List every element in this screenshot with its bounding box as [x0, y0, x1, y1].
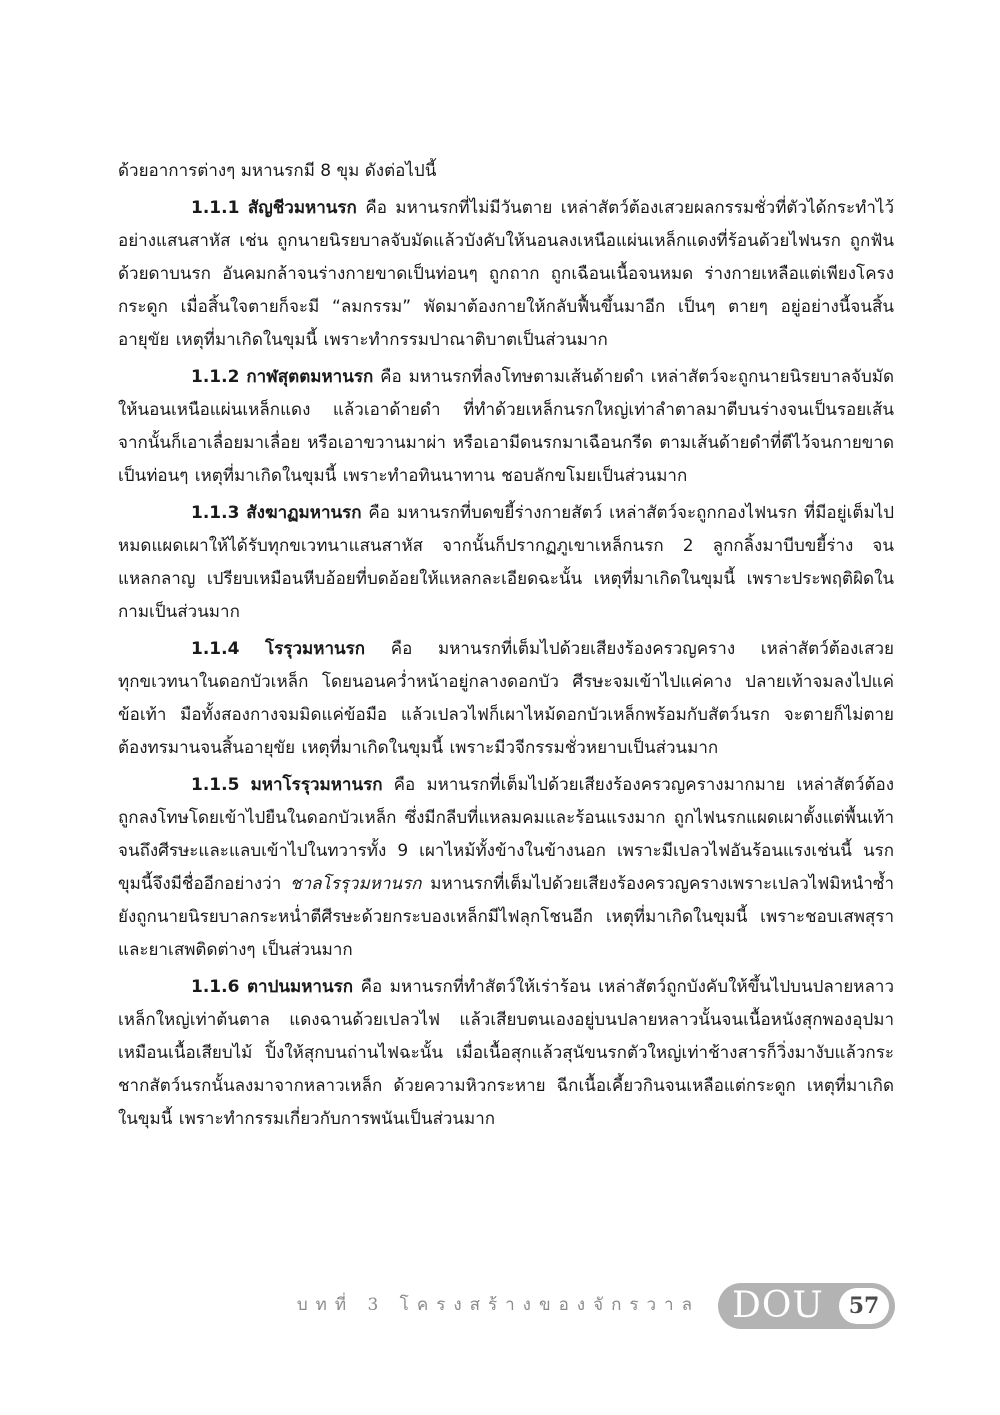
- section-text: คือ มหานรกที่ไม่มีวันตาย เหล่าสัตว์ต้องเสวยผลกรรมชั่วที่ตัวได้กระทำไว้อย่างแสนสาหัส เช่น ถูกนายนิรยบาลจับมัดแล้วบังคับให้นอนลงเหนือแผ่นเหล็กแดงที่ร้อนด้วยไฟนรก ถูกฟันด้วยดาบนรก อันคมกล้าจนร่างกายขาดเป็นท่อนๆ ถูกถาก ถูกเฉือนเนื้อจนหมด ร่างกายเหลือแต่เพียงโครงกระดูก เมื่อสิ้นใจตายก็จะมี “ลมกรรม” พัดมาต้องกายให้กลับฟื้นขึ้นมาอีก เป็นๆ ตายๆ อยู่อย่างนี้จนสิ้นอายุขัย เหตุที่มาเกิดในขุมนี้ เพราะทำกรรมปาณาติบาตเป็นส่วนมาก: [118, 198, 895, 350]
- section-paragraph: [118, 361, 894, 493]
- section-term: ตาปนมหานรก: [247, 977, 354, 997]
- page-footer: [0, 1283, 1000, 1329]
- section-term: โรรุวมหานรก: [265, 639, 366, 659]
- section-term: สังฆาฏมหานรก: [246, 503, 362, 523]
- section-text: คือ มหานรกที่บดขยี้ร่างกายสัตว์ เหล่าสัตว์จะถูกกองไฟนรก ที่มีอยู่เต็มไปหมดแผดเผาให้ได้รับทุกขเวทนาแสนสาหัส จากนั้นก็ปรากฏภูเขาเหล็กนรก 2 ลูกกลิ้งมาบีบขยี้ร่าง จนแหลกลาญ เปรียบเหมือนหีบอ้อยที่บดอ้อยให้แหลกละเอียดฉะนั้น เหตุที่มาเกิดในขุมนี้ เพราะประพฤติผิดในกามเป็นส่วนมาก: [118, 503, 895, 622]
- section-text: คือ มหานรกที่เต็มไปด้วยเสียงร้องครวญครางมากมาย เหล่าสัตว์ต้องถูกลงโทษโดยเข้าไปยืนในดอกบัวเหล็ก ซึ่งมีกลีบที่แหลมคมและร้อนแรงมาก ถูกไฟนรกแผดเผาตั้งแต่พื้นเท้าจนถึงศีรษะและแลบเข้าไปในทวารทั้ง 9 เผาไหม้ทั้งข้างในข้างนอก เพราะมีเปลวไฟอันร้อนแรงเช่นนี้ นรกขุมนี้จึงมีชื่ออีกอย่างว่า: [118, 775, 895, 894]
- section-number: 1.1.3: [191, 503, 240, 523]
- section-paragraph: [118, 192, 894, 357]
- section-paragraph: [118, 497, 894, 629]
- section-number: 1.1.5: [191, 775, 240, 795]
- body-text: [118, 155, 894, 1140]
- section-paragraph: [118, 971, 894, 1136]
- intro-paragraph: ด้วยอาการต่างๆ มหานรกมี 8 ขุม ดังต่อไปนี้: [118, 161, 437, 181]
- section-number: 1.1.6: [191, 977, 240, 997]
- section-term: สัญชีวมหานรก: [247, 198, 357, 218]
- section-term: มหาโรรุวมหานรก: [250, 775, 383, 795]
- section-text: คือ มหานรกที่เต็มไปด้วยเสียงร้องครวญคราง เหล่าสัตว์ต้องเสวยทุกขเวทนาในดอกบัวเหล็ก โดยนอนคว่ำหน้าอยู่กลางดอกบัว ศีรษะจมเข้าไปแค่คาง ปลายเท้าจมลงไปแค่ข้อเท้า มือทั้งสองกางจมมิดแค่ข้อมือ แล้วเปลวไฟก็เผาไหม้ดอกบัวเหล็กพร้อมกับสัตว์นรก จะตายก็ไม่ตาย ต้องทรมานจนสิ้นอายุขัย เหตุที่มาเกิดในขุมนี้ เพราะมีวจีกรรมชั่วหยาบเป็นส่วนมาก: [118, 639, 894, 758]
- dou-logo: DOU: [732, 1285, 824, 1326]
- section-number: 1.1.1: [191, 198, 240, 218]
- section-paragraph: [118, 633, 894, 765]
- page-badge: [718, 1283, 895, 1329]
- section-number: 1.1.4: [191, 639, 240, 659]
- section-text: คือ มหานรกที่ทำสัตว์ให้เร่าร้อน เหล่าสัตว์ถูกบังคับให้ขึ้นไปบนปลายหลาวเหล็กใหญ่เท่าต้นตาล แดงฉานด้วยเปลวไฟ แล้วเสียบตนเองอยู่บนปลายหลาวนั้นจนเนื้อหนังสุกพองอุปมาเหมือนเนื้อเสียบไม้ ปิ้งให้สุกบนถ่านไฟฉะนั้น เมื่อเนื้อสุกแล้วสุนัขนรกตัวใหญ่เท่าช้างสารก็วิ่งมางับแล้วกระชากสัตว์นรกนั้นลงมาจากหลาวเหล็ก ด้วยความหิวกระหาย ฉีกเนื้อเคี้ยวกินจนเหลือแต่กระดูก เหตุที่มาเกิดในขุมนี้ เพราะทำกรรมเกี่ยวกับการพนันเป็นส่วนมาก: [118, 977, 895, 1129]
- section-text: มหานรกที่เต็มไปด้วยเสียงร้องครวญครางเพราะเปลวไฟมิหนำซ้ำยังถูกนายนิรยบาลกระหน่ำตีศีรษะด้วยกระบองเหล็กมีไฟลุกโชนอีก เหตุที่มาเกิดในขุมนี้ เพราะชอบเสพสุราและยาเสพติดต่างๆ เป็นส่วนมาก: [118, 874, 894, 960]
- section-paragraph: [118, 769, 894, 967]
- section-text: คือ มหานรกที่ลงโทษตามเส้นด้ายดำ เหล่าสัตว์จะถูกนายนิรยบาลจับมัดให้นอนเหนือแผ่นเหล็กแดง แล้วเอาด้ายดำ ที่ทำด้วยเหล็กนรกใหญ่เท่าลำตาลมาตีบนร่างจนเป็นรอยเส้น จากนั้นก็เอาเลื่อยมาเลื่อย หรือเอาขวานมาผ่า หรือเอามีดนรกมาเฉือนกรีด ตามเส้นด้ายดำที่ตีไว้จนกายขาดเป็นท่อนๆ เหตุที่มาเกิดในขุมนี้ เพราะทำอทินนาทาน ชอบลักขโมยเป็นส่วนมาก: [118, 367, 894, 486]
- section-term: กาฬสุตตมหานรก: [246, 367, 374, 387]
- chapter-title: บทที่ 3 โครงสร้างของจักรวาล: [296, 1295, 700, 1315]
- page-number: 57: [839, 1288, 889, 1324]
- section-number: 1.1.2: [191, 367, 240, 387]
- italic-term: ชาลโรรุวมหานรก: [290, 874, 422, 894]
